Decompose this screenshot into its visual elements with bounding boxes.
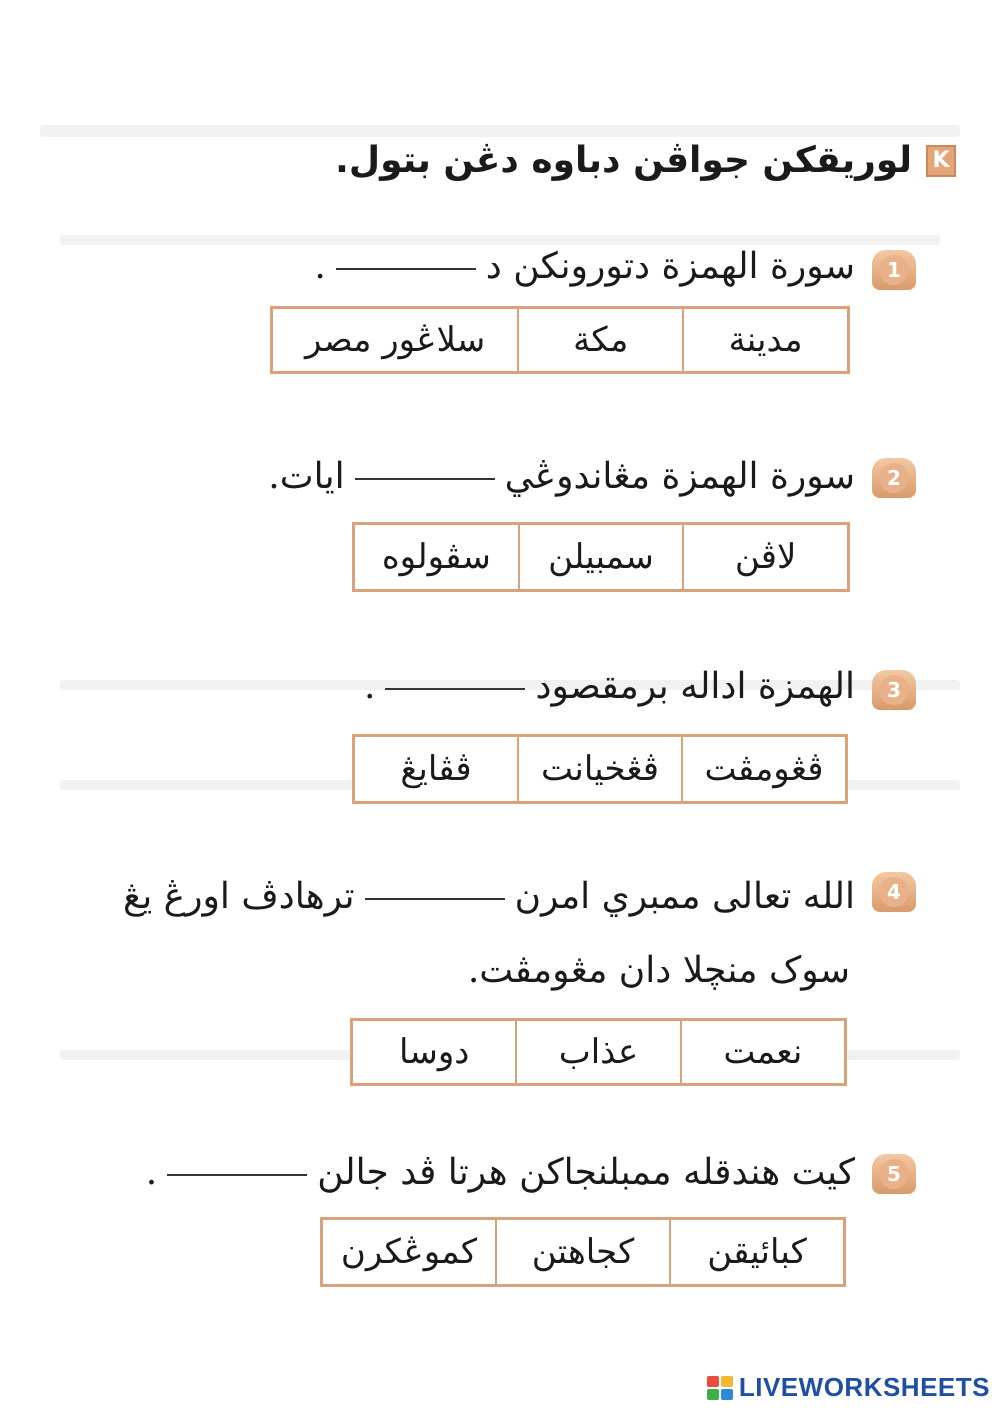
option-cell[interactable]: عذاب (515, 1021, 679, 1083)
question-text-line2: سوک منچلا دان مڠومڤت. (467, 950, 850, 991)
option-cell[interactable]: مدينة (682, 309, 847, 371)
liveworksheets-logo (707, 1372, 990, 1403)
option-cell[interactable]: سمبيلن (518, 525, 683, 589)
option-cell[interactable]: کجاهتن (495, 1220, 669, 1284)
instruction (335, 140, 956, 181)
question-text: سورة الهمزة مڠاندوڠيايات. (268, 456, 855, 497)
options-table (350, 1018, 847, 1086)
option-cell[interactable]: مكة (517, 309, 682, 371)
options-table (270, 306, 850, 374)
question-number-badge: 3 (872, 670, 916, 710)
section-k-badge: K (926, 145, 956, 177)
option-cell[interactable]: لاڤن (682, 525, 847, 589)
question-text: الله تعالى ممبري امرنترهادڤ اورڠ يڠ (123, 876, 855, 917)
option-cell[interactable]: کبائيقن (669, 1220, 843, 1284)
option-cell[interactable]: سڤولوه (381, 537, 491, 577)
option-cell[interactable]: سلاڠور مصر (304, 320, 486, 360)
answer-blank[interactable] (336, 268, 476, 270)
answer-blank[interactable] (385, 688, 525, 690)
answer-blank[interactable] (365, 898, 505, 900)
options-table (320, 1217, 846, 1287)
options-table (352, 734, 848, 804)
scan-ghost (60, 235, 940, 245)
scan-ghost (40, 125, 960, 137)
option-cell[interactable]: نعمت (680, 1021, 844, 1083)
option-cell[interactable]: ڤڠومڤت (681, 737, 845, 801)
liveworksheets-logo-text: LIVEWORKSHEETS (738, 1372, 990, 1402)
question-number-badge: 5 (872, 1154, 916, 1194)
answer-blank[interactable] (167, 1174, 307, 1176)
option-cell[interactable]: کموڠکرن (340, 1232, 478, 1272)
question-text: الهمزة اداله برمقصود. (364, 666, 855, 707)
instruction-text: لوريقكن جواڤن دباوه دڠن بتول. (335, 140, 912, 181)
answer-blank[interactable] (355, 478, 495, 480)
option-cell[interactable]: ڤڠخيانت (517, 737, 681, 801)
question-text: كيت هندقله ممبلنجاکن هرتا ڤد جالن. (145, 1152, 855, 1193)
options-table (352, 522, 850, 592)
liveworksheets-logo-icon (707, 1376, 733, 1400)
question-text: سورة الهمزة دتورونكن د. (314, 246, 855, 287)
question-number-badge: 2 (872, 458, 916, 498)
question-number-badge: 1 (872, 250, 916, 290)
option-cell[interactable]: دوسا (398, 1032, 470, 1072)
option-cell[interactable]: ڤڤايڠ (400, 749, 472, 789)
question-number-badge: 4 (872, 872, 916, 912)
